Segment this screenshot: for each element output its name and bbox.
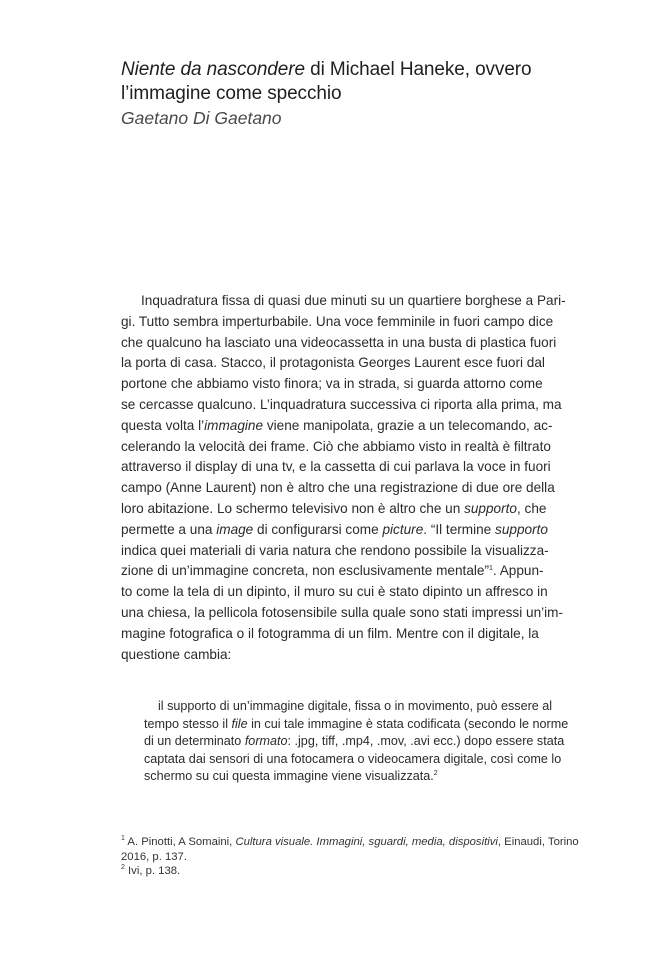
- body-line: [121, 561, 578, 582]
- text: . “Il termine: [423, 521, 496, 537]
- emphasis: immagine: [204, 417, 264, 433]
- text: tempo stesso il: [144, 716, 232, 731]
- quote-line: [144, 716, 578, 734]
- text: di configurarsi come: [253, 521, 383, 537]
- chapter-title: [121, 58, 541, 106]
- text: A. Pinotti, A Somaini,: [124, 836, 236, 848]
- emphasis: image: [216, 521, 254, 537]
- film-title: Niente da nascondere: [121, 59, 305, 80]
- author-name: Gaetano Di Gaetano: [121, 108, 282, 128]
- emphasis: picture: [382, 521, 424, 537]
- quote-line: captata dai sensori di una fotocamera o videocamera digitale, così come lo: [144, 751, 562, 766]
- footnotes: [121, 835, 578, 879]
- text: permette a una: [121, 521, 217, 537]
- text: loro abitazione. Lo schermo televisivo non è altro che un: [121, 500, 465, 516]
- block-quote: [144, 698, 578, 786]
- text: : .jpg, tiff, .mp4, .mov, .avi ecc.) dopo essere stata: [287, 734, 565, 749]
- body-line: se cercasse qualcuno. L’inquadratura successiva ci riporta alla prima, ma: [121, 396, 562, 412]
- text: zione di un’immagine concreta, non esclusivamente mentale”: [121, 563, 489, 579]
- chapter-header: [121, 58, 541, 130]
- body-line: gi. Tutto sembra imperturbabile. Una voce femminile in fuori campo dice: [121, 313, 554, 329]
- quote-line: [144, 733, 578, 751]
- title-rest: di Michael Haneke, ovvero: [304, 59, 532, 80]
- emphasis: supporto: [464, 500, 517, 516]
- footnote-ref-2[interactable]: 2: [433, 770, 438, 778]
- emphasis: Cultura visuale. Immagini, sguardi, media, dispositivi: [235, 836, 498, 848]
- body-line: la porta di casa. Stacco, il protagonista Georges Laurent esce fuori dal: [121, 355, 545, 371]
- text: schermo su cui questa immagine viene visualizzata.: [144, 769, 434, 784]
- body-line: portone che abbiamo visto finora; va in strada, si guarda attorno come: [121, 376, 543, 392]
- footnote-1-cont: 2016, p. 137.: [121, 850, 187, 863]
- body-line: campo (Anne Laurent) non è altro che una registrazione di due ore della: [121, 480, 555, 496]
- text: Ivi, p. 138.: [124, 865, 181, 877]
- body-line: celerando la velocità dei frame. Ciò che abbiamo visto in realtà è filtrato: [121, 438, 551, 454]
- body-line: indica quei materiali di varia natura che rendono possibile la visualizza-: [121, 542, 549, 558]
- text: , che: [516, 500, 547, 516]
- body-line: [121, 499, 578, 520]
- quote-line: [144, 768, 578, 786]
- body-line: che qualcuno ha lasciato una videocassetta in una busta di plastica fuori: [121, 334, 557, 350]
- body-line: to come la tela di un dipinto, il muro su cui è stato dipinto un affresco in: [121, 584, 548, 600]
- body-line: magine fotografica o il fotogramma di un film. Mentre con il digitale, la: [121, 625, 539, 641]
- body-paragraph: [121, 291, 578, 665]
- footnote-1: [121, 835, 578, 850]
- text: in cui tale immagine è stata codificata (secondo le norme: [247, 716, 569, 731]
- text: , Einaudi, Torino: [497, 836, 579, 848]
- text: questa volta l’: [121, 417, 205, 433]
- text: viene manipolata, grazie a un telecomando, ac-: [263, 417, 553, 433]
- emphasis: formato: [244, 734, 288, 749]
- emphasis: file: [231, 716, 248, 731]
- body-line: [121, 416, 578, 437]
- body-line: [121, 520, 578, 541]
- emphasis: supporto: [495, 521, 548, 537]
- quote-line: il supporto di un’immagine digitale, fissa o in movimento, può essere al: [158, 699, 553, 713]
- body-line: una chiesa, la pellicola fotosensibile sulla quale sono stati impressi un’im-: [121, 604, 564, 620]
- chapter-title-line-1: [121, 59, 532, 80]
- text: di un determinato: [144, 734, 245, 749]
- footnote-2: [121, 864, 578, 879]
- footnote-ref-1[interactable]: 1: [488, 565, 493, 573]
- text: . Appun-: [492, 563, 544, 579]
- body-line: Inquadratura fissa di quasi due minuti su un quartiere borghese a Pari-: [141, 293, 566, 308]
- body-line: attraverso il display di una tv, e la cassetta di cui parlava la voce in fuori: [121, 459, 551, 475]
- chapter-title-line-2: l’immagine come specchio: [121, 83, 342, 104]
- footnote-number: 1: [121, 835, 125, 842]
- body-line: questione cambia:: [121, 646, 232, 662]
- footnote-number: 2: [121, 864, 125, 871]
